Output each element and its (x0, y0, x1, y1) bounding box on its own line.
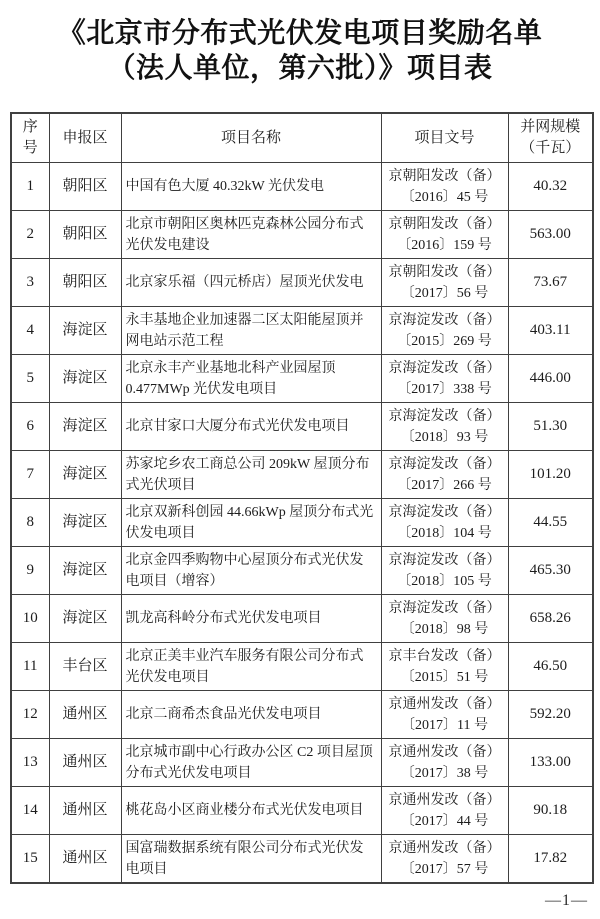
header-doc-number: 项目文号 (381, 113, 508, 163)
cell-doc-number (381, 547, 508, 595)
cell-project-name: 北京家乐福（四元桥店）屋顶光伏发电 (121, 259, 381, 307)
doc-number-line1: 京海淀发改（备） (388, 408, 501, 424)
cell-project-name: 永丰基地企业加速器二区太阳能屋顶并网电站示范工程 (121, 307, 381, 355)
cell-serial-number: 10 (11, 595, 49, 643)
cell-serial-number: 6 (11, 403, 49, 451)
cell-serial-number: 13 (11, 739, 49, 787)
doc-number-line1: 京朝阳发改（备） (388, 168, 501, 184)
cell-serial-number: 8 (11, 499, 49, 547)
header-project-name: 项目名称 (121, 113, 381, 163)
header-grid-scale: 并网规模（千瓦） (508, 113, 593, 163)
cell-doc-number (381, 499, 508, 547)
cell-doc-number (381, 211, 508, 259)
cell-district: 通州区 (49, 835, 121, 884)
cell-serial-number: 11 (11, 643, 49, 691)
cell-doc-number (381, 643, 508, 691)
cell-serial-number: 4 (11, 307, 49, 355)
cell-grid-scale: 40.32 (508, 163, 593, 211)
table-body (11, 163, 593, 884)
doc-number-line1: 京丰台发改（备） (388, 648, 501, 664)
cell-doc-number (381, 787, 508, 835)
cell-serial-number: 9 (11, 547, 49, 595)
doc-number-line1: 京海淀发改（备） (388, 360, 501, 376)
cell-serial-number: 14 (11, 787, 49, 835)
doc-number-line2: 〔2017〕38 号 (400, 765, 489, 781)
table-row (11, 259, 593, 307)
cell-grid-scale: 592.20 (508, 691, 593, 739)
doc-number-line2: 〔2017〕44 号 (400, 813, 489, 829)
cell-district: 通州区 (49, 691, 121, 739)
cell-serial-number: 15 (11, 835, 49, 884)
cell-project-name: 北京二商希杰食品光伏发电项目 (121, 691, 381, 739)
cell-project-name: 北京永丰产业基地北科产业园屋顶 0.477MWp 光伏发电项目 (121, 355, 381, 403)
table-row (11, 163, 593, 211)
doc-number-line1: 京海淀发改（备） (388, 600, 501, 616)
cell-doc-number (381, 355, 508, 403)
table-row (11, 739, 593, 787)
cell-grid-scale: 133.00 (508, 739, 593, 787)
doc-number-line2: 〔2017〕266 号 (397, 477, 492, 493)
doc-number-line2: 〔2015〕51 号 (400, 669, 489, 685)
cell-serial-number: 3 (11, 259, 49, 307)
cell-doc-number (381, 451, 508, 499)
table-row (11, 595, 593, 643)
cell-project-name: 中国有色大厦 40.32kW 光伏发电 (121, 163, 381, 211)
doc-number-line2: 〔2016〕45 号 (400, 189, 489, 205)
doc-number-line2: 〔2018〕104 号 (397, 525, 492, 541)
cell-district: 海淀区 (49, 499, 121, 547)
cell-project-name: 北京市朝阳区奥林匹克森林公园分布式光伏发电建设 (121, 211, 381, 259)
cell-grid-scale: 446.00 (508, 355, 593, 403)
cell-doc-number (381, 739, 508, 787)
cell-project-name: 北京正美丰业汽车服务有限公司分布式光伏发电项目 (121, 643, 381, 691)
table-row (11, 787, 593, 835)
doc-number-line2: 〔2018〕93 号 (400, 429, 489, 445)
cell-project-name: 北京双新科创园 44.66kWp 屋顶分布式光伏发电项目 (121, 499, 381, 547)
doc-number-line1: 京通州发改（备） (388, 744, 501, 760)
cell-district: 海淀区 (49, 595, 121, 643)
doc-number-line1: 京通州发改（备） (388, 696, 501, 712)
doc-number-line1: 京朝阳发改（备） (388, 216, 501, 232)
table-row (11, 499, 593, 547)
cell-project-name: 北京金四季购物中心屋顶分布式光伏发电项目（增容） (121, 547, 381, 595)
table-row (11, 691, 593, 739)
table-row (11, 835, 593, 884)
doc-number-line2: 〔2016〕159 号 (397, 237, 492, 253)
cell-serial-number: 2 (11, 211, 49, 259)
cell-district: 朝阳区 (49, 211, 121, 259)
cell-doc-number (381, 835, 508, 884)
document-title-line1: 《北京市分布式光伏发电项目奖励名单 (57, 17, 543, 48)
cell-district: 通州区 (49, 739, 121, 787)
cell-serial-number: 12 (11, 691, 49, 739)
cell-district: 海淀区 (49, 547, 121, 595)
table-header (11, 113, 593, 163)
cell-grid-scale: 465.30 (508, 547, 593, 595)
cell-doc-number (381, 163, 508, 211)
page-number: —1— (545, 892, 588, 909)
doc-number-line1: 京通州发改（备） (388, 840, 501, 856)
cell-grid-scale: 563.00 (508, 211, 593, 259)
table-header-row (11, 113, 593, 163)
cell-grid-scale: 44.55 (508, 499, 593, 547)
cell-project-name: 北京城市副中心行政办公区 C2 项目屋顶分布式光伏发电项目 (121, 739, 381, 787)
cell-doc-number (381, 403, 508, 451)
cell-doc-number (381, 307, 508, 355)
document-title-line2: （法人单位，第六批）》项目表 (107, 52, 493, 83)
header-serial-number: 序号 (11, 113, 49, 163)
cell-district: 朝阳区 (49, 259, 121, 307)
doc-number-line2: 〔2015〕269 号 (397, 333, 492, 349)
cell-district: 通州区 (49, 787, 121, 835)
cell-project-name: 凯龙高科岭分布式光伏发电项目 (121, 595, 381, 643)
cell-district: 海淀区 (49, 451, 121, 499)
cell-district: 海淀区 (49, 403, 121, 451)
doc-number-line2: 〔2017〕56 号 (400, 285, 489, 301)
doc-number-line2: 〔2017〕57 号 (400, 861, 489, 877)
table-row (11, 643, 593, 691)
cell-grid-scale: 17.82 (508, 835, 593, 884)
cell-grid-scale: 403.11 (508, 307, 593, 355)
doc-number-line1: 京朝阳发改（备） (388, 264, 501, 280)
cell-grid-scale: 46.50 (508, 643, 593, 691)
table-row (11, 355, 593, 403)
document-title (0, 0, 600, 85)
cell-district: 海淀区 (49, 355, 121, 403)
header-district: 申报区 (49, 113, 121, 163)
cell-serial-number: 7 (11, 451, 49, 499)
cell-grid-scale: 51.30 (508, 403, 593, 451)
cell-grid-scale: 658.26 (508, 595, 593, 643)
cell-district: 丰台区 (49, 643, 121, 691)
cell-doc-number (381, 691, 508, 739)
cell-district: 朝阳区 (49, 163, 121, 211)
cell-grid-scale: 90.18 (508, 787, 593, 835)
doc-number-line2: 〔2017〕11 号 (401, 717, 488, 733)
doc-number-line1: 京海淀发改（备） (388, 552, 501, 568)
table-row (11, 403, 593, 451)
doc-number-line1: 京海淀发改（备） (388, 312, 501, 328)
doc-number-line1: 京海淀发改（备） (388, 456, 501, 472)
table-row (11, 211, 593, 259)
doc-number-line1: 京通州发改（备） (388, 792, 501, 808)
table-row (11, 547, 593, 595)
cell-grid-scale: 101.20 (508, 451, 593, 499)
cell-grid-scale: 73.67 (508, 259, 593, 307)
cell-serial-number: 1 (11, 163, 49, 211)
doc-number-line1: 京海淀发改（备） (388, 504, 501, 520)
cell-doc-number (381, 595, 508, 643)
cell-project-name: 桃花岛小区商业楼分布式光伏发电项目 (121, 787, 381, 835)
table-row (11, 307, 593, 355)
cell-project-name: 北京甘家口大厦分布式光伏发电项目 (121, 403, 381, 451)
cell-doc-number (381, 259, 508, 307)
cell-serial-number: 5 (11, 355, 49, 403)
doc-number-line2: 〔2018〕105 号 (397, 573, 492, 589)
doc-number-line2: 〔2017〕338 号 (397, 381, 492, 397)
table-row (11, 451, 593, 499)
cell-project-name: 国富瑞数据系统有限公司分布式光伏发电项目 (121, 835, 381, 884)
projects-table (10, 112, 594, 884)
cell-project-name: 苏家坨乡农工商总公司 209kW 屋顶分布式光伏项目 (121, 451, 381, 499)
doc-number-line2: 〔2018〕98 号 (400, 621, 489, 637)
cell-district: 海淀区 (49, 307, 121, 355)
